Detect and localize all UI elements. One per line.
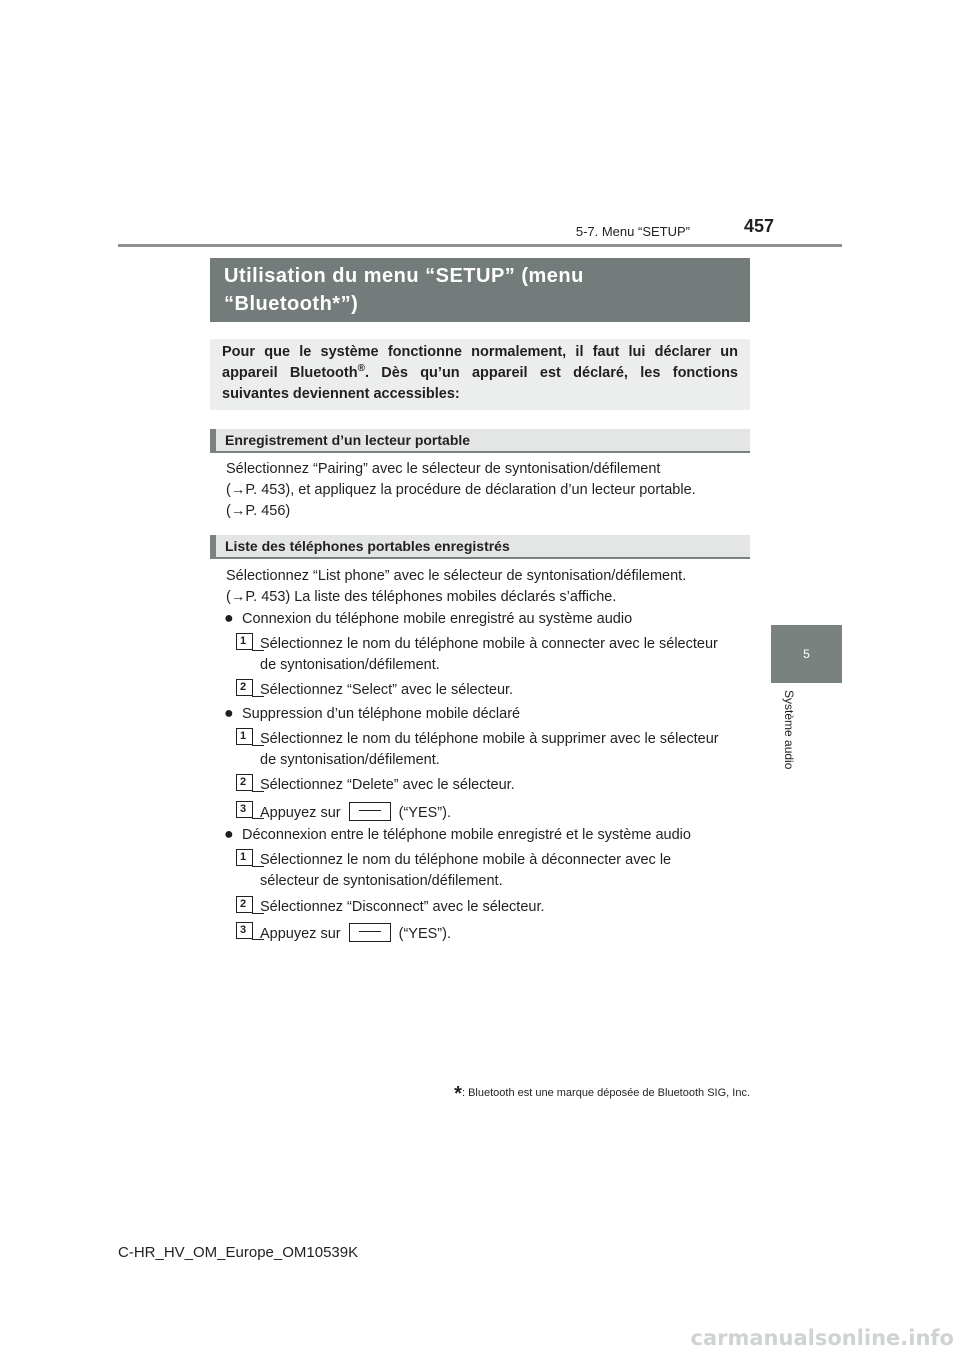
- subheading-portable-player: Enregistrement d’un lecteur portable: [210, 429, 750, 453]
- page-title-line1: Utilisation du menu “SETUP” (menu: [224, 265, 584, 287]
- step-press-suffix: (“YES”).: [398, 926, 451, 942]
- page-number: 457: [743, 216, 774, 236]
- intro-text-part2: . Dès qu’un appareil est déclaré, les fonctions suivantes deviennent accessibles:: [222, 365, 738, 402]
- yes-key-icon: [349, 802, 391, 821]
- step-line1: Sélectionnez le nom du téléphone mobile à déconnecter avec le: [260, 852, 672, 868]
- step-press-label: Appuyez sur: [260, 805, 341, 821]
- chapter-tab-number: 5: [771, 625, 842, 683]
- section2-line1: Sélectionnez “List phone” avec le sélecteur de syntonisation/défilement.: [226, 568, 687, 584]
- section1-line2: (→P. 453), et appliquez la procédure de déclaration d’un lecteur portable.: [226, 482, 696, 498]
- page-title: [210, 258, 750, 322]
- section1-line1: Sélectionnez “Pairing” avec le sélecteur de syntonisation/défilement: [226, 461, 661, 477]
- step-text: [260, 923, 746, 945]
- step-number: 1: [236, 728, 253, 745]
- section1-paragraph: [226, 459, 746, 522]
- chapter-tab-title-text: Système audio: [782, 690, 796, 770]
- bullet-title: Suppression d’un téléphone mobile déclaré: [242, 706, 521, 722]
- step-text: Sélectionnez “Select” avec le sélecteur.: [260, 682, 514, 698]
- step-number: 3: [236, 801, 253, 818]
- intro-box: [210, 339, 750, 410]
- page-title-line2: “Bluetooth*”): [224, 293, 359, 315]
- step-number: 3: [236, 922, 253, 939]
- step-number: 2: [236, 774, 253, 791]
- step-number: 1: [236, 633, 253, 650]
- step-text: [260, 729, 746, 771]
- intro-text-part1: Pour que le système fonctionne normalement, il faut lui déclarer un appareil Bluetooth: [222, 344, 738, 381]
- bullet-title: Connexion du téléphone mobile enregistré au système audio: [242, 611, 633, 627]
- step-line1: Sélectionnez le nom du téléphone mobile à connecter avec le sélecteur: [260, 636, 718, 652]
- step-text: Sélectionnez “Disconnect” avec le sélecteur.: [260, 899, 545, 915]
- section2-line2: (→P. 453) La liste des téléphones mobiles déclarés s’affiche.: [226, 589, 617, 605]
- registered-mark: ®: [357, 363, 365, 375]
- bullet-icon: ●: [224, 705, 234, 722]
- bullet-item: [224, 703, 744, 725]
- header-divider: [118, 244, 842, 247]
- chapter-tab-title: [772, 690, 806, 840]
- bullet-icon: ●: [224, 826, 234, 843]
- bullet-icon: ●: [224, 610, 234, 627]
- section-header: 5-7. Menu “SETUP”: [575, 224, 690, 239]
- bullet-item: [224, 608, 744, 630]
- footnote: [400, 1083, 750, 1106]
- step-text: Sélectionnez “Delete” avec le sélecteur.: [260, 777, 515, 793]
- step-line1: Sélectionnez le nom du téléphone mobile à supprimer avec le sélecteur: [260, 731, 719, 747]
- step-number: 1: [236, 849, 253, 866]
- bullet-item: [224, 824, 744, 846]
- subheading-phone-list: Liste des téléphones portables enregistrés: [210, 535, 750, 559]
- step-text: [260, 850, 746, 892]
- step-number: 2: [236, 679, 253, 696]
- footnote-mark: *: [454, 1083, 462, 1105]
- step-line2: sélecteur de syntonisation/défilement.: [260, 873, 503, 889]
- step-text: [260, 802, 746, 824]
- step-line2: de syntonisation/défilement.: [260, 657, 440, 673]
- footnote-text: : Bluetooth est une marque déposée de Bluetooth SIG, Inc.: [461, 1087, 750, 1099]
- section2-paragraph: [226, 566, 746, 608]
- bullet-title: Déconnexion entre le téléphone mobile enregistré et le système audio: [242, 827, 691, 843]
- step-press-label: Appuyez sur: [260, 926, 341, 942]
- manual-code: C-HR_HV_OM_Europe_OM10539K: [118, 1244, 359, 1261]
- step-text: [260, 634, 746, 676]
- yes-key-icon: [349, 923, 391, 942]
- step-number: 2: [236, 896, 253, 913]
- watermark-link[interactable]: carmanualsonline.info: [690, 1326, 954, 1350]
- step-press-suffix: (“YES”).: [398, 805, 451, 821]
- section1-line3: (→P. 456): [226, 503, 291, 519]
- step-line2: de syntonisation/défilement.: [260, 752, 440, 768]
